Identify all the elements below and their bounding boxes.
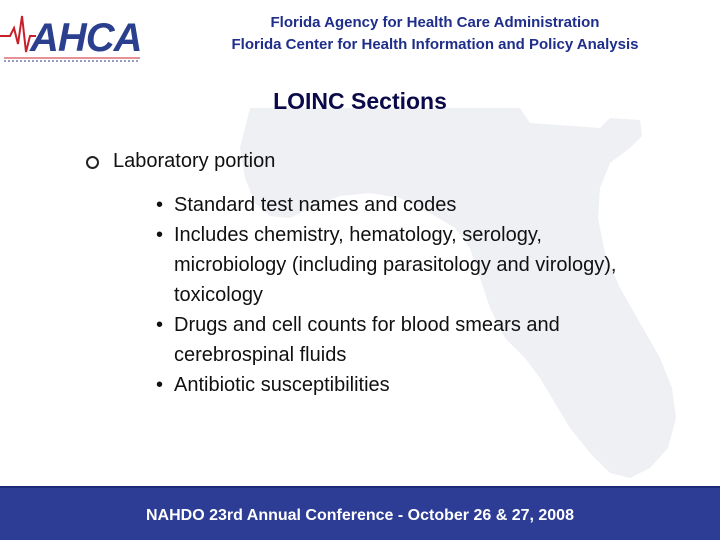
list-item xyxy=(156,370,636,400)
center-name: Florida Center for Health Information and Policy Analysis xyxy=(231,36,639,53)
ahca-logo xyxy=(0,8,150,66)
header xyxy=(0,0,720,66)
main-bullet-label: Laboratory portion xyxy=(113,150,276,172)
bullet-dot-icon: • xyxy=(156,194,164,216)
header-titles xyxy=(150,12,720,56)
sub-bullet-list xyxy=(156,190,636,400)
bullet-dot-icon: • xyxy=(156,314,164,336)
list-item xyxy=(156,220,636,310)
main-bullet xyxy=(86,150,275,173)
slide-title: LOINC Sections xyxy=(273,88,447,114)
footer xyxy=(0,486,720,540)
list-item-text: Antibiotic susceptibilities xyxy=(174,374,390,396)
list-item-text: Drugs and cell counts for blood smears and cerebrospinal fluids xyxy=(174,314,560,366)
list-item xyxy=(156,310,636,370)
list-item xyxy=(156,190,636,220)
bullet-dot-icon: • xyxy=(156,374,164,396)
footer-text: NAHDO 23rd Annual Conference - October 26 & 27, 2008 xyxy=(146,507,574,524)
ring-bullet-icon xyxy=(86,156,99,169)
bullet-dot-icon: • xyxy=(156,224,164,246)
list-item-text: Standard test names and codes xyxy=(174,194,457,216)
list-item-text: Includes chemistry, hematology, serology, microbiology (including parasitology and virology), toxicology xyxy=(174,224,617,306)
agency-name: Florida Agency for Health Care Administration xyxy=(270,14,600,31)
logo-text: AHCA xyxy=(30,16,142,60)
